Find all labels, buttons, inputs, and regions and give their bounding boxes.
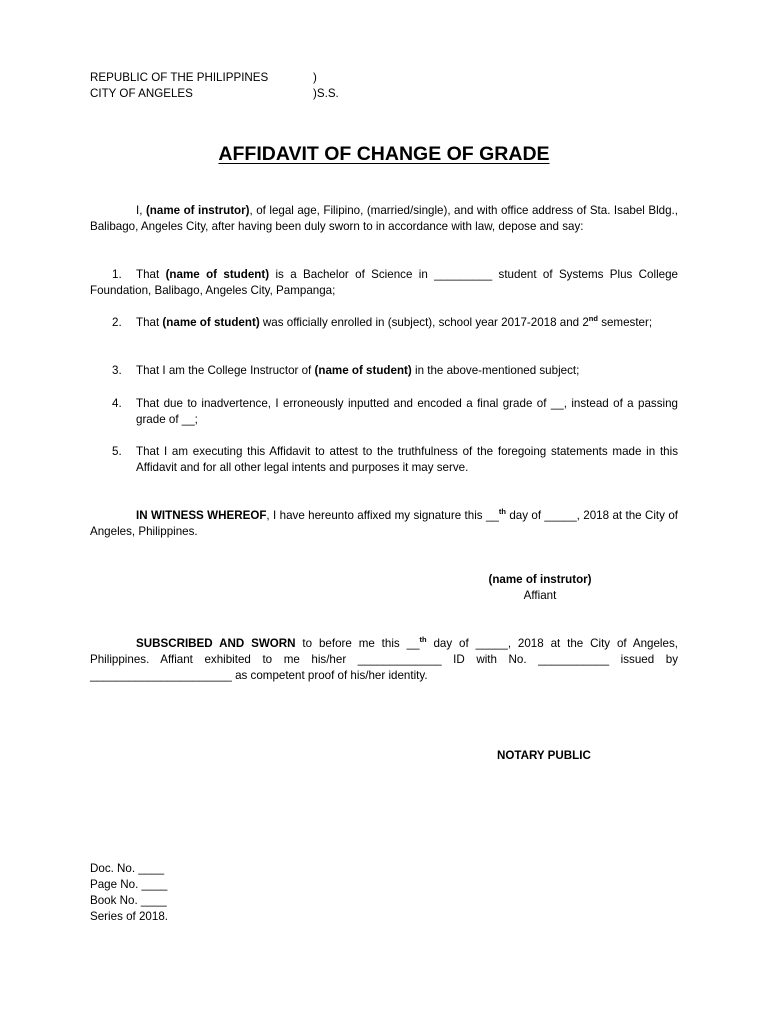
caption-city-marker: )S.S. [313,87,339,100]
footer-book-no: Book No. ____ [90,894,167,907]
list-item-2-student: (name of student) [162,316,260,329]
list-item-2-post2: semester; [597,316,653,329]
caption-city: CITY OF ANGELES [90,87,193,100]
jurat-heading: SUBSCRIBED AND SWORN [136,637,296,650]
list-item-2-pre: That [136,316,163,329]
list-item-3-body [136,363,678,379]
witness-sup: th [498,507,506,516]
jurat-post: day of _____, 2018 at the City of Angeles, Philippines. Affiant exhibited to me his/her _____________ ID with No. ___________ issued by ______________________ as competent proof of his/her identity. [90,637,678,682]
list-item-2-body [136,315,678,331]
witness-heading: IN WITNESS WHEREOF [136,509,267,522]
intro-instructor-name: (name of instrutor) [145,204,250,217]
footer-doc-no: Doc. No. ____ [90,862,165,875]
witness-pre: , I have hereunto affixed my signature this __ [266,509,499,522]
list-item-1-pre: That [136,268,166,281]
list-item-2-number: 2. [112,316,122,329]
list-item-1-student: (name of student) [165,268,270,281]
intro-paragraph [90,203,678,235]
affiant-role: Affiant [523,589,557,602]
list-item-5-number: 5. [112,445,122,458]
jurat-paragraph [90,636,678,684]
list-item-4-number: 4. [112,397,122,410]
jurat-sup: th [419,635,427,644]
footer-series: Series of 2018. [90,910,168,923]
list-item-1-post: is a Bachelor of Science in _________ student of Systems Plus College Foundation, Balibago, Angeles City, Pampanga; [90,268,678,297]
list-item-4-body: That due to inadvertence, I erroneously inputted and encoded a final grade of __, instead of a passing grade of __; [136,397,678,426]
list-item-3-student: (name of student) [314,364,412,377]
witness-paragraph [90,508,678,540]
caption-city-row [90,86,339,102]
list-item-2-sup: nd [588,314,598,323]
caption-republic: REPUBLIC OF THE PHILIPPINES [90,71,269,84]
intro-lead: I, [136,204,146,217]
jurat-pre: to before me this __ [295,637,420,650]
document-title: AFFIDAVIT OF CHANGE OF GRADE [218,143,550,165]
notary-public-label: NOTARY PUBLIC [497,749,591,762]
list-item-1-body: 1. That (name of student) is a Bachelor of Science in _________ student of Systems Plus College Foundation, Balibago, Angeles City, Pampanga; [90,268,678,297]
list-item-3-post: in the above-mentioned subject; [411,364,580,377]
affiant-name: (name of instrutor) [488,573,592,586]
list-item-3-number: 3. [112,364,122,377]
affiant-signature-block [420,572,660,604]
witness-post: day of _____, 2018 at the City of Angeles, Philippines. [90,509,678,538]
caption-republic-marker: ) [313,71,317,84]
caption-republic-row [90,70,317,86]
list-item-5-body: That I am executing this Affidavit to attest to the truthfulness of the foregoing statements made in this Affidavit and for all other legal intents and purposes it may serve. [136,445,678,474]
list-item-3-pre: That I am the College Instructor of [136,364,315,377]
footer-page-no: Page No. ____ [90,878,168,891]
intro-rest: , of legal age, Filipino, (married/single), and with office address of Sta. Isabel Bldg., Balibago, Angeles City, after having been duly sworn to in accordance with law, depose and say: [90,204,678,233]
list-item-2-post: was officially enrolled in (subject), school year 2017-2018 and 2 [259,316,589,329]
